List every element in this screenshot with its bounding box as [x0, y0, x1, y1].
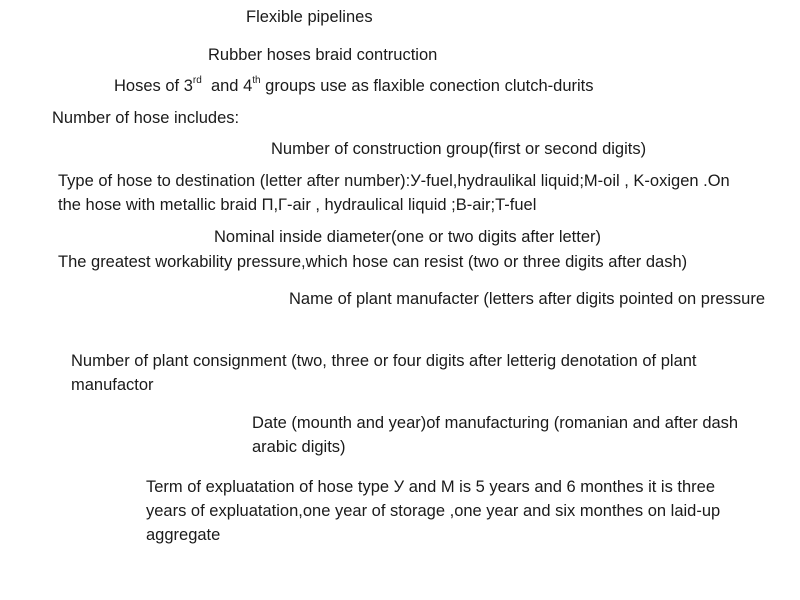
groups-line-part1: Hoses of 3	[114, 77, 193, 95]
groups-line-part2: and 4	[201, 77, 253, 95]
groups-line-sup2: th	[252, 74, 261, 86]
pressure-text: The greatest workability pressure,which hose can resist (two or three digits after dash)	[58, 253, 688, 271]
manufacturing-date-text: Date (mounth and year)of manufacturing (romanian and after dash arabic digits)	[252, 414, 739, 456]
nominal-diameter-text: Nominal inside diameter(one or two digits after letter)	[214, 228, 602, 246]
slide-subtitle: Rubber hoses braid contruction	[208, 46, 438, 64]
consignment-text: Number of plant consignment (two, three or four digits after letterig denotation of plant manufactor	[71, 352, 697, 394]
term-of-expluatation-text: Term of expluatation of hose type У and M is 5 years and 6 monthes it is three years of expluatation,one year of storage ,one year and six monthes on laid-up aggregate	[146, 478, 721, 544]
slide-title: Flexible pipelines	[246, 8, 373, 26]
intro-text: Number of hose includes:	[52, 109, 240, 127]
plant-manufacter-text: Name of plant manufacter (letters after digits pointed on pressure	[289, 290, 765, 308]
construction-group-text: Number of construction group(first or second digits)	[271, 140, 647, 158]
hose-groups-line	[114, 74, 594, 98]
type-of-hose-text: Type of hose to destination (letter after number):У-fuel,hydraulikal liquid;M-oil , K-oxigen .On the hose with metallic braid П,Г-air , hydraulical liquid ;B-air;T-fuel	[58, 172, 730, 214]
groups-line-sup1: rd	[192, 74, 202, 86]
groups-line-part3: groups use as flaxible conection clutch-durits	[260, 77, 594, 95]
